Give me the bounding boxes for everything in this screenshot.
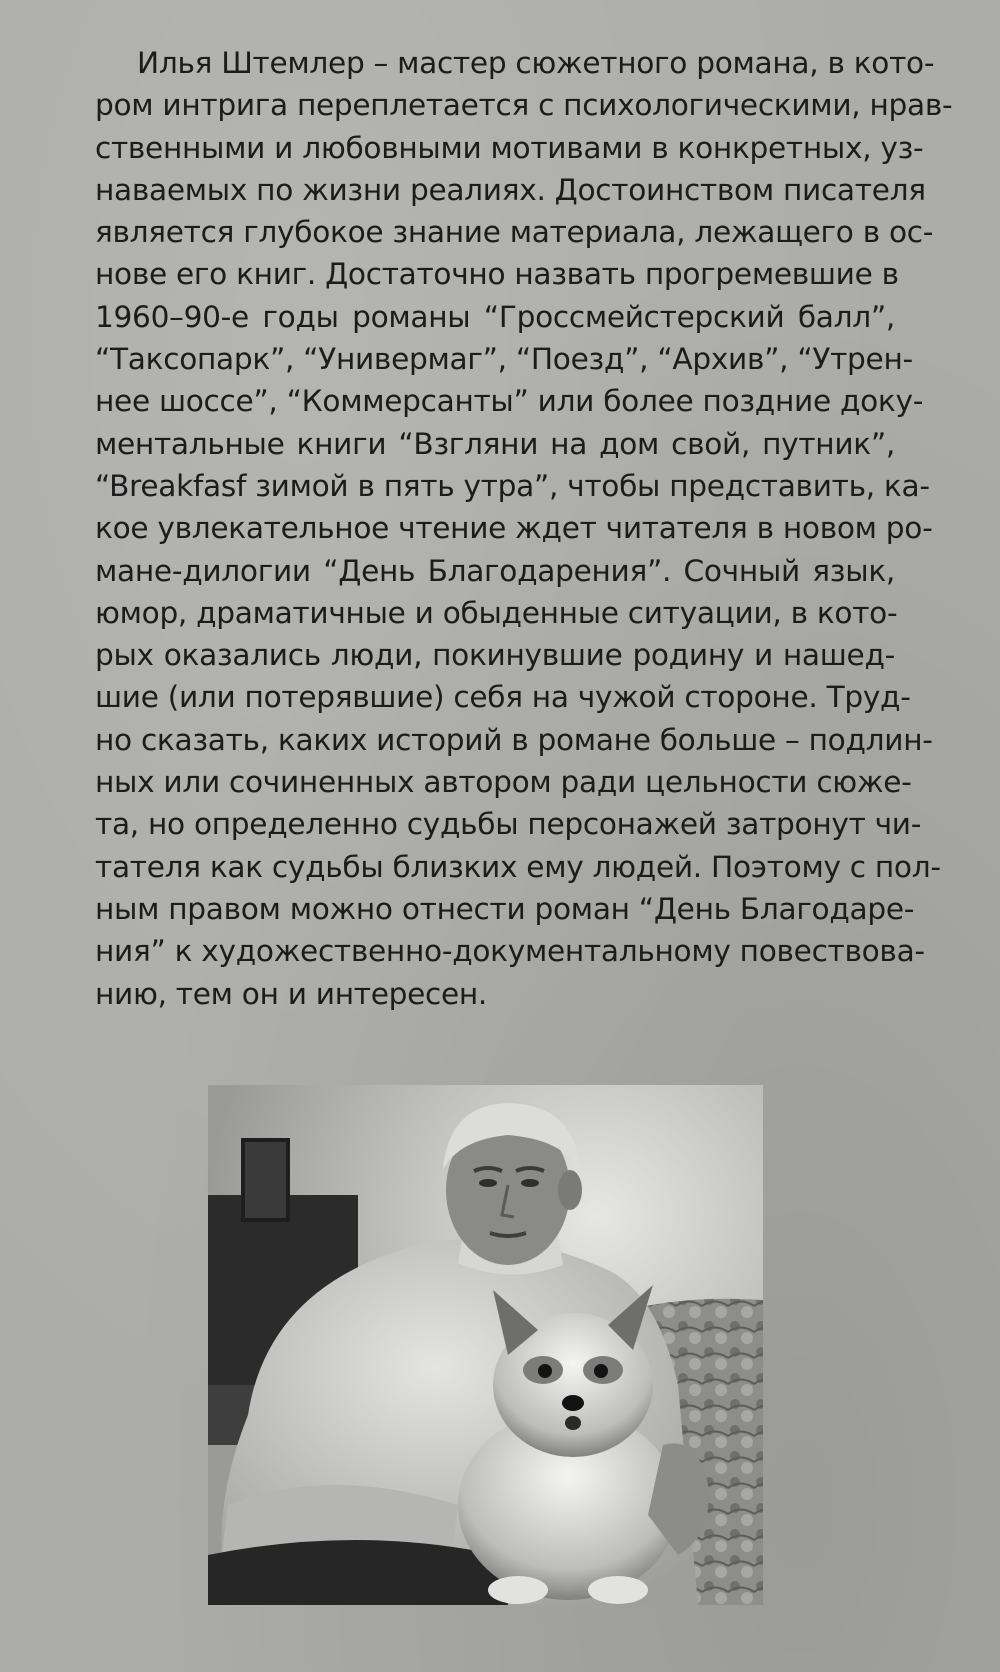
annotation-line: юмор, драматичные и обыденные ситуации, в кото- — [95, 595, 898, 630]
man-eye-right — [521, 1179, 539, 1187]
annotation-line: ных или сочиненных автором ради цельности сюже- — [95, 765, 912, 800]
picture-frame — [243, 1140, 288, 1220]
dog-mouth — [565, 1416, 581, 1430]
annotation-line: мане-дилогии “День Благодарения”. Сочный язык, — [95, 553, 895, 588]
annotation-line: кое увлекательное чтение ждет читателя в новом ро- — [95, 511, 933, 546]
annotation-line: нове его книг. Достаточно назвать прогремевшие в — [95, 257, 899, 292]
annotation-line: но сказать, каких историй в романе больше – подлин- — [95, 722, 933, 757]
annotation-text — [95, 42, 953, 1015]
annotation-line: тателя как судьбы близких ему людей. Поэтому с пол- — [95, 849, 941, 884]
man-trousers — [208, 1540, 508, 1605]
dog-eye-right — [594, 1364, 608, 1378]
dog-eye-left — [538, 1364, 552, 1378]
annotation-line: нию, тем он и интересен. — [95, 976, 488, 1011]
annotation-line: является глубокое знание материала, лежащего в ос- — [95, 215, 934, 250]
annotation-line: 1960–90-е годы романы “Гроссмейстерский балл”, — [95, 299, 895, 334]
annotation-line: нее шоссе”, “Коммерсанты” или более поздние доку- — [95, 384, 924, 419]
author-photo — [208, 1085, 763, 1605]
annotation-line: “Таксопарк”, “Универмаг”, “Поезд”, “Архив”, “Утрен- — [95, 342, 913, 377]
author-photo-drawing — [208, 1085, 763, 1605]
annotation-line: рых оказались люди, покинувшие родину и нашед- — [95, 638, 895, 673]
man-eye-left — [479, 1179, 497, 1187]
annotation-line: ным правом можно отнести роман “День Благодаре- — [95, 891, 915, 926]
man-ear — [558, 1170, 582, 1210]
dog-paw-right — [588, 1576, 648, 1604]
annotation-line: ментальные книги “Взгляни на дом свой, путник”, — [95, 426, 895, 461]
dog-nose — [562, 1395, 584, 1411]
annotation-line: ния” к художественно-документальному повествова- — [95, 934, 925, 969]
annotation-line: “Breakfasf зимой в пять утра”, чтобы представить, ка- — [95, 468, 930, 503]
annotation-line: та, но определенно судьбы персонажей затронут чи- — [95, 807, 922, 842]
annotation-line: ром интрига переплетается с психологическими, нрав- — [95, 88, 953, 123]
annotation-line: ственными и любовными мотивами в конкретных, уз- — [95, 130, 924, 165]
annotation-line: шие (или потерявшие) себя на чужой стороне. Труд- — [95, 680, 911, 715]
annotation-line: наваемых по жизни реалиях. Достоинством писателя — [95, 172, 926, 207]
annotation-line: Илья Штемлер – мастер сюжетного романа, в кото- — [137, 46, 935, 80]
dog-paw-left — [488, 1576, 548, 1604]
